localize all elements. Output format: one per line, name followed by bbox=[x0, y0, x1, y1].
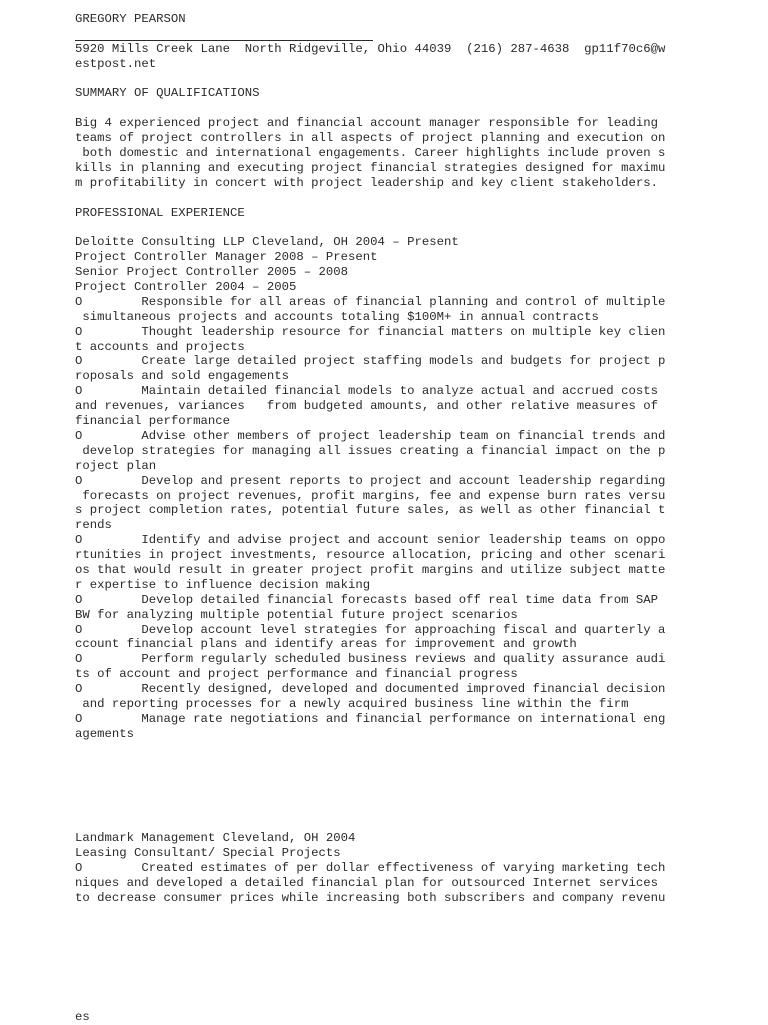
bullet-line: financial performance bbox=[75, 414, 230, 429]
bullet-line: develop strategies for managing all issues creating a financial impact on the p bbox=[75, 443, 666, 458]
bullet-line: O Advise other members of project leadership team on financial trends and bbox=[75, 428, 666, 443]
bullet-line: O Develop and present reports to project and account leadership regarding bbox=[75, 473, 666, 488]
contact-line: estpost.net bbox=[75, 56, 157, 71]
summary-line: teams of project controllers in all aspects of project planning and execution on bbox=[75, 131, 666, 146]
bullet-line: niques and developed a detailed financial plan for outsourced Internet services bbox=[75, 875, 658, 890]
bullet-line: s project completion rates, potential future sales, as well as other financial t bbox=[75, 503, 666, 518]
bullet-line: rtunities in project investments, resource allocation, pricing and other scenari bbox=[75, 548, 666, 563]
job-header-line: Project Controller Manager 2008 – Present bbox=[75, 250, 378, 265]
bullet-line: O Develop detailed financial forecasts based off real time data from SAP bbox=[75, 592, 658, 607]
resume-page bbox=[75, 12, 675, 1025]
bullet-line: O Perform regularly scheduled business reviews and quality assurance audi bbox=[75, 652, 666, 667]
bullet-line: r expertise to influence decision making bbox=[75, 577, 371, 592]
bullet-line: ts of account and project performance and financial progress bbox=[75, 667, 518, 682]
bullet-line: t accounts and projects bbox=[75, 339, 245, 354]
job-deloitte bbox=[75, 235, 675, 741]
bullet-line: O Develop account level strategies for approaching fiscal and quarterly a bbox=[75, 622, 666, 637]
bullet-line: O Create large detailed project staffing models and budgets for project p bbox=[75, 354, 666, 369]
bullet-line: simultaneous projects and accounts totaling $100M+ in annual contracts bbox=[75, 309, 599, 324]
bullet-line: O Responsible for all areas of financial planning and control of multiple bbox=[75, 294, 666, 309]
contact-line: 5920 Mills Creek Lane North Ridgeville, Ohio 44039 (216) 287-4638 gp11f70c6@w bbox=[75, 41, 666, 56]
summary-heading: SUMMARY OF QUALIFICATIONS bbox=[75, 86, 260, 101]
bullet-line: roject plan bbox=[75, 458, 157, 473]
bullet-line: O Recently designed, developed and documented improved financial decision bbox=[75, 682, 666, 697]
job-header-line: Leasing Consultant/ Special Projects bbox=[75, 845, 341, 860]
contact-block bbox=[75, 42, 675, 72]
bullet-line: to decrease consumer prices while increasing both subscribers and company revenu bbox=[75, 890, 666, 905]
experience-heading: PROFESSIONAL EXPERIENCE bbox=[75, 205, 245, 220]
bullet-line: O Created estimates of per dollar effectiveness of varying marketing tech bbox=[75, 860, 666, 875]
bullet-line: agements bbox=[75, 726, 135, 741]
summary-line: both domestic and international engagements. Career highlights include proven s bbox=[75, 146, 666, 161]
job-landmark bbox=[75, 831, 675, 905]
bullet-line: os that would result in greater project profit margins and utilize subject matte bbox=[75, 562, 666, 577]
bullet-line: O Maintain detailed financial models to analyze actual and accrued costs bbox=[75, 384, 658, 399]
job-header-line: Deloitte Consulting LLP Cleveland, OH 2004 – Present bbox=[75, 235, 459, 250]
bullet-line: rends bbox=[75, 518, 112, 533]
summary-line: kills in planning and executing project financial strategies designed for maximu bbox=[75, 160, 666, 175]
candidate-name: GREGORY PEARSON bbox=[75, 12, 186, 26]
bullet-line: O Identify and advise project and account senior leadership teams on oppo bbox=[75, 533, 666, 548]
summary-line: Big 4 experienced project and financial account manager responsible for leading bbox=[75, 116, 658, 131]
summary-paragraph bbox=[75, 116, 675, 190]
bullet-line: O Thought leadership resource for financial matters on multiple key clien bbox=[75, 324, 666, 339]
summary-line: m profitability in concert with project leadership and key client stakeholders. bbox=[75, 175, 658, 190]
job-header-line: Landmark Management Cleveland, OH 2004 bbox=[75, 831, 356, 846]
bullet-line: O Manage rate negotiations and financial performance on international eng bbox=[75, 711, 666, 726]
bullet-line: BW for analyzing multiple potential future project scenarios bbox=[75, 607, 518, 622]
job-header-line: Project Controller 2004 – 2005 bbox=[75, 280, 297, 295]
bullet-line: roposals and sold engagements bbox=[75, 369, 290, 384]
bullet-line: ccount financial plans and identify areas for improvement and growth bbox=[75, 637, 577, 652]
bullet-line: forecasts on project revenues, profit margins, fee and expense burn rates versu bbox=[75, 488, 666, 503]
bullet-line: and reporting processes for a newly acquired business line within the firm bbox=[75, 696, 629, 711]
job-header-line: Senior Project Controller 2005 – 2008 bbox=[75, 265, 349, 280]
bullet-line: and revenues, variances from budgeted amounts, and other relative measures of bbox=[75, 399, 658, 414]
page-continuation: es bbox=[75, 1009, 90, 1024]
